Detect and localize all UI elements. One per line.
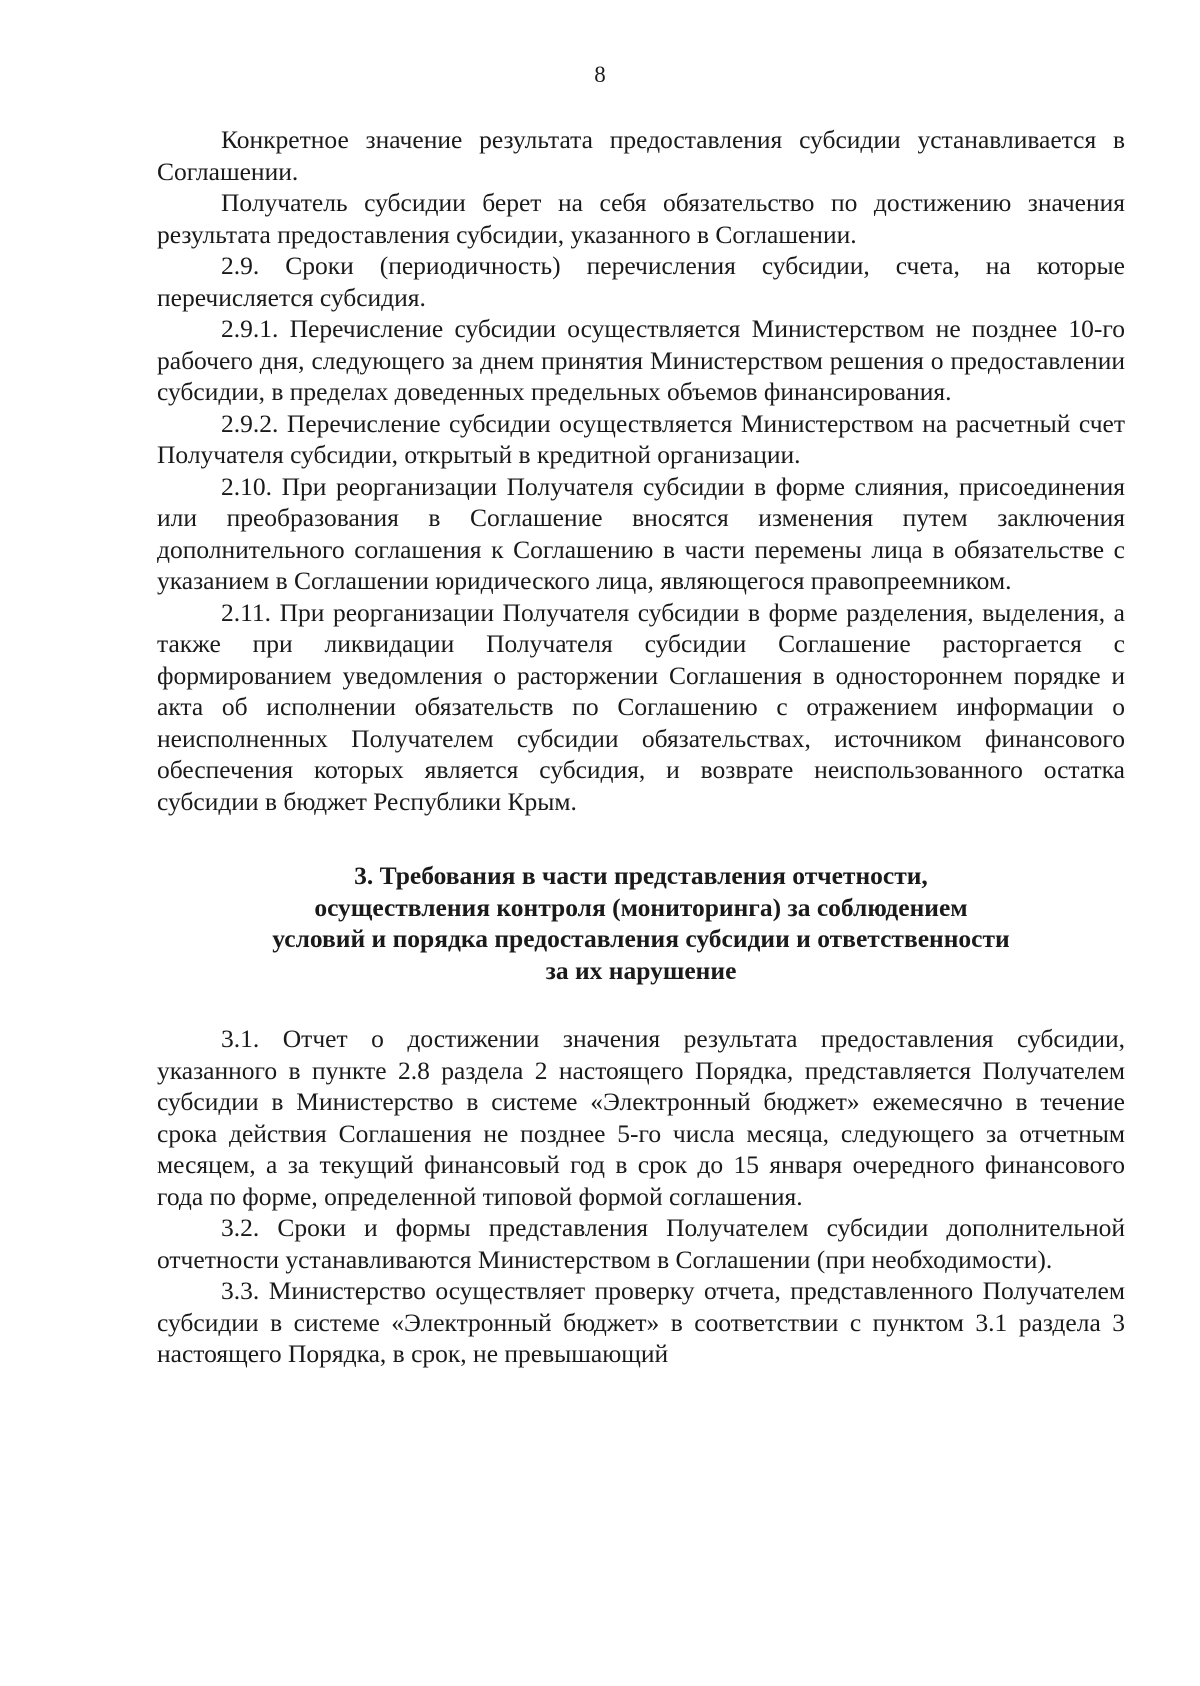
- document-body: [157, 124, 1125, 1370]
- paragraph-2-9-2: 2.9.2. Перечисление субсидии осуществляется Министерством на расчетный счет Получателя субсидии, открытый в кредитной организации.: [157, 408, 1125, 469]
- paragraph-result-value: Конкретное значение результата предоставления субсидии устанавливается в Соглашении.: [157, 125, 1125, 186]
- paragraph-3-1: 3.1. Отчет о достижении значения результата предоставления субсидии, указанного в пункте 2.8 раздела 2 настоящего Порядка, представляется Получателем субсидии в Министерство в системе «Электронный бюджет» ежемесячно в течение срока действия Соглашения не позднее 5-го числа месяца, следующего за отчетным месяцем, а за текущий финансовый год в срок до 15 января очередного финансового года по форме, определенной типовой формой соглашения.: [157, 1024, 1125, 1211]
- paragraph-3-2: 3.2. Сроки и формы представления Получателем субсидии дополнительной отчетности устанавливаются Министерством в Соглашении (при необходимости).: [157, 1213, 1125, 1274]
- paragraph-2-10: 2.10. При реорганизации Получателя субсидии в форме слияния, присоединения или преобразования в Соглашение вносятся изменения путем заключения дополнительного соглашения к Соглашению в части перемены лица в обязательстве с указанием в Соглашении юридического лица, являющегося правопреемником.: [157, 471, 1125, 595]
- paragraph-2-11: 2.11. При реорганизации Получателя субсидии в форме разделения, выделения, а также при ликвидации Получателя субсидии Соглашение расторгается с формированием уведомления о расторжении Соглашения в одностороннем порядке и акта об исполнении обязательств по Соглашению с отражением информации о неисполненных Получателем субсидии обязательствах, источником финансового обеспечения которых является субсидия, и возврате неиспользованного остатка субсидии в бюджет Республики Крым.: [157, 597, 1125, 816]
- paragraph-3-3: 3.3. Министерство осуществляет проверку отчета, представленного Получателем субсидии в системе «Электронный бюджет» в соответствии с пунктом 3.1 раздела 3 настоящего Порядка, в срок, не превышающий: [157, 1276, 1125, 1368]
- section-heading-line: условий и порядка предоставления субсидии и ответственности: [272, 924, 1010, 953]
- section-heading-line: 3. Требования в части представления отчетности,: [354, 861, 928, 890]
- paragraph-2-9-1: 2.9.1. Перечисление субсидии осуществляется Министерством не позднее 10-го рабочего дня, следующего за днем принятия Министерством решения о предоставлении субсидии, в пределах доведенных предельных объемов финансирования.: [157, 314, 1125, 406]
- section-3-heading: [157, 860, 1125, 986]
- paragraph-recipient-obligation: Получатель субсидии берет на себя обязательство по достижению значения результата предоставления субсидии, указанного в Соглашении.: [157, 188, 1125, 249]
- section-heading-line: за их нарушение: [545, 955, 737, 985]
- paragraph-2-9: 2.9. Сроки (периодичность) перечисления субсидии, счета, на которые перечисляется субсидия.: [157, 251, 1125, 312]
- page-number: 8: [594, 62, 606, 87]
- section-heading-line: осуществления контроля (мониторинга) за соблюдением: [314, 892, 968, 922]
